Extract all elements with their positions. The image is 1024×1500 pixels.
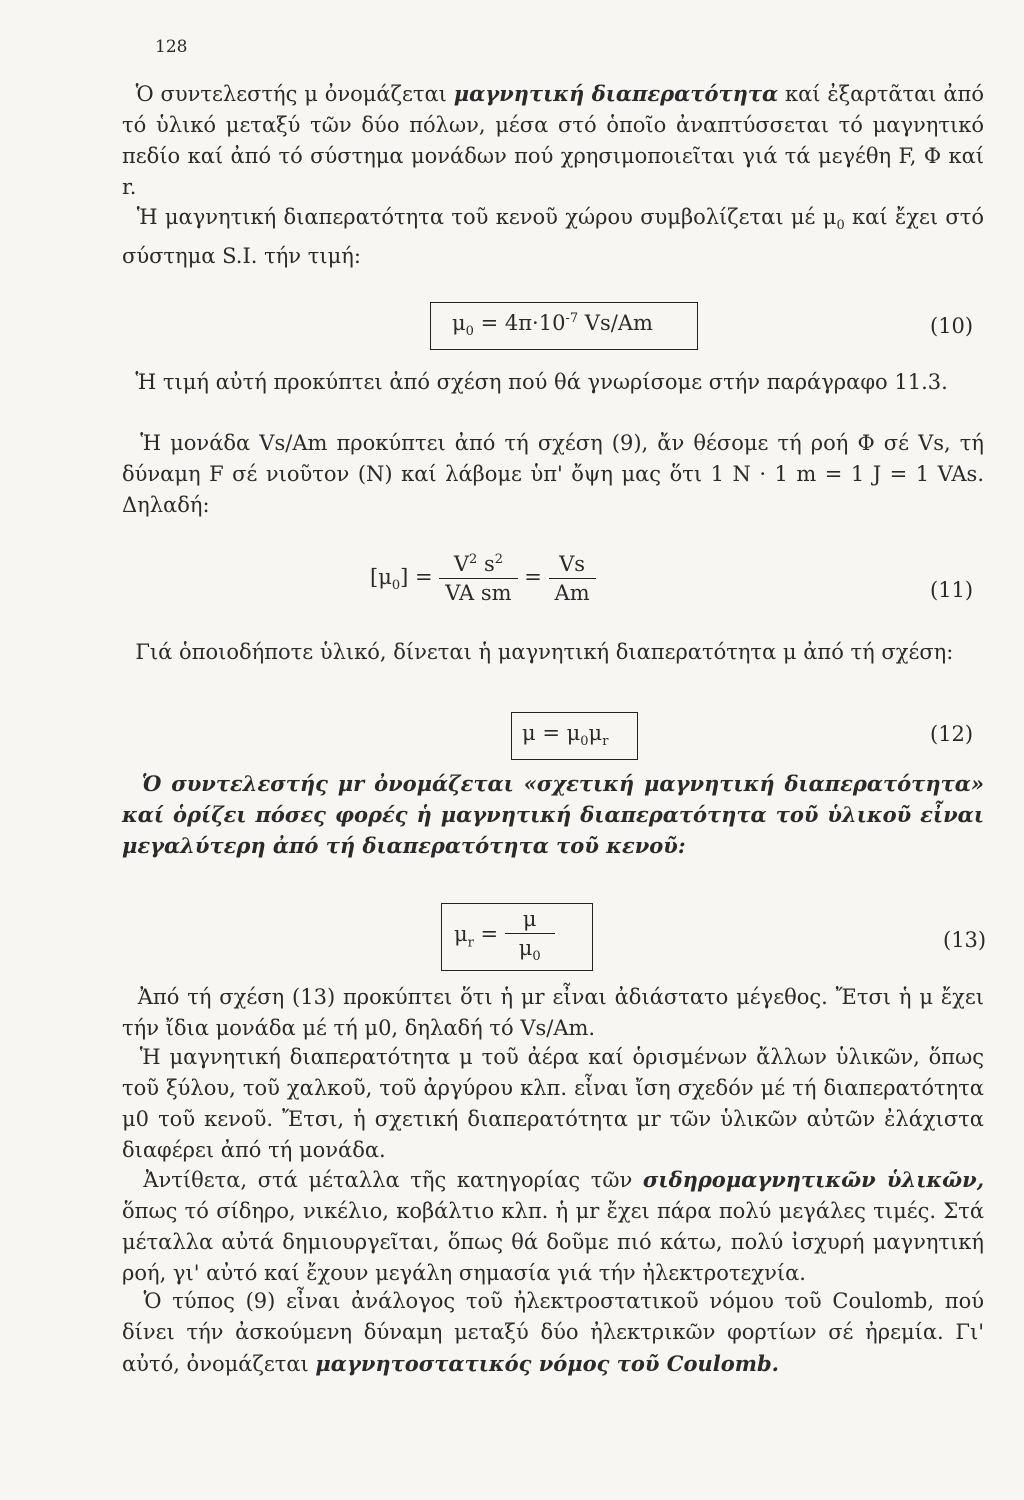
- equation-13-fraction: $\frac{\mu}{\mu_0}$: [505, 907, 555, 964]
- paragraph-permeability-definition: Ὁ συντελεστής μ ὀνομάζεται μαγνητική διαπερατότητα καί ἐξαρτᾶται ἀπό τό ὑλικό μεταξύ τῶν δύο πόλων, μέσα στό ὁποῖο ἀναπτύσσεται τό μαγνητικό πεδίο καί ἀπό τό σύστημα μονάδων πού χρησιμοποιεῖται γιά τά μεγέθη F, Φ καί r.: [122, 81, 984, 199]
- paragraph-ferromagnetic: Ἀντίθετα, στά μέταλλα τῆς κατηγορίας τῶν σιδηρομαγνητικῶν ὑλικῶν, ὅπως τό σίδηρο, νικέλιο, κοβάλτιο κλπ. ἡ μr ἔχει πάρα πολύ μεγάλες τιμές. Στά μέταλλα αὐτά δημιουργεῖται, ὅπως θά δοῦμε πιό κάτω, πολύ ἰσχυρή μαγνητική ροή, γι' αὐτό καί ἔχουν μεγάλη σημασία γιά τήν ἠλεκτροτεχνία.: [122, 1167, 985, 1285]
- paragraph-air-materials: Ἡ μαγνητική διαπερατότητα μ τοῦ ἀέρα καί ὁρισμένων ἄλλων ὑλικῶν, ὅπως τοῦ ξύλου, τοῦ χαλκοῦ, τοῦ ἀργύρου κλπ. εἶναι ἴση σχεδόν μέ τή διαπερατότητα μ0 τοῦ κενοῦ. Ἔτσι, ἡ σχετική διαπερατότητα μr τῶν ὑλικῶν αὐτῶν ἐλάχιστα διαφέρει ἀπό τή μονάδα.: [122, 1045, 984, 1162]
- term-magnetostatic-coulomb-law: μαγνητοστατικός νόμος τοῦ Coulomb.: [315, 1351, 779, 1376]
- equation-13-number: (13): [943, 928, 987, 952]
- paragraph-dimensionless: Ἀπό τή σχέση (13) προκύπτει ὅτι ἡ μr εἶναι ἀδιάστατο μέγεθος. Ἔτσι ἡ μ ἔχει τήν ἴδια μονάδα μέ τή μ0, δηλαδή τό Vs/Am.: [122, 985, 984, 1040]
- term-ferromagnetic-materials: σιδηρομαγνητικῶν ὑλικῶν,: [642, 1167, 985, 1192]
- equation-12-number: (12): [930, 722, 974, 746]
- page-number: 128: [155, 37, 188, 57]
- paragraph-coulomb-law: Ὁ τύπος (9) εἶναι ἀνάλογος τοῦ ἠλεκτροστατικοῦ νόμου τοῦ Coulomb, πού δίνει τήν ἀσκούμενη δύναμη μεταξύ δύο ἠλεκτρικῶν φορτίων σέ ἠρεμία. Γι' αὐτό, ὀνομάζεται μαγνητοστατικός νόμος τοῦ Coulomb.: [122, 1289, 984, 1376]
- paragraph-unit-derivation: Ἡ μονάδα Vs/Am προκύπτει ἀπό τή σχέση (9), ἄν θέσομε τή ροή Φ σέ Vs, τή δύναμη F σέ νιοῦτον (N) καί λάβομε ὑπ' ὄψη μας ὅτι 1 N · 1 m = 1 J = 1 VAs. Δηλαδή:: [122, 431, 984, 517]
- equation-13: $\mu_r$ = $\frac{\mu}{\mu_0}$: [454, 907, 555, 964]
- paragraph-any-material: Γιά ὁποιοδήποτε ὑλικό, δίνεται ἡ μαγνητική διαπερατότητα μ ἀπό τή σχέση:: [135, 640, 954, 664]
- paragraph-value-origin: Ἡ τιμή αὐτή προκύπτει ἀπό σχέση πού θά γνωρίσομε στήν παράγραφο 11.3.: [135, 370, 948, 394]
- paragraph-relative-permeability-definition: Ὁ συντελεστής μr ὀνομάζεται «σχετική μαγνητική διαπερατότητα» καί ὁρίζει πόσες φορές ἡ μαγνητική διαπερατότητα τοῦ ὑλικοῦ εἶναι μεγαλύτερη ἀπό τή διαπερατότητα τοῦ κενοῦ:: [122, 771, 984, 858]
- term-magnetic-permeability: μαγνητική διαπερατότητα: [453, 81, 779, 106]
- equation-11-fraction-2: $\frac{Vs}{Am}$: [549, 552, 596, 605]
- equation-10-number: (10): [930, 314, 974, 338]
- equation-11-fraction-1: $\frac{V^2 s^2}{\text{VA sm}}$: [439, 552, 517, 605]
- equation-11-number: (11): [930, 578, 974, 602]
- equation-10: $\mu_0 = 4\pi\cdot 10^{-7}$ Vs/Am: [452, 311, 653, 340]
- equation-11: $[\mu_0]$ = $\frac{V^2 s^2}{\text{VA sm}}$ = $\frac{Vs}{Am}$: [370, 552, 596, 605]
- equation-12: $\mu = \mu_0\mu_r$: [522, 721, 609, 750]
- paragraph-vacuum-permeability: Ἡ μαγνητική διαπερατότητα τοῦ κενοῦ χώρου συμβολίζεται μέ $\mu_0$ καί ἔχει στό σύστημα S.I. τήν τιμή:: [122, 205, 984, 269]
